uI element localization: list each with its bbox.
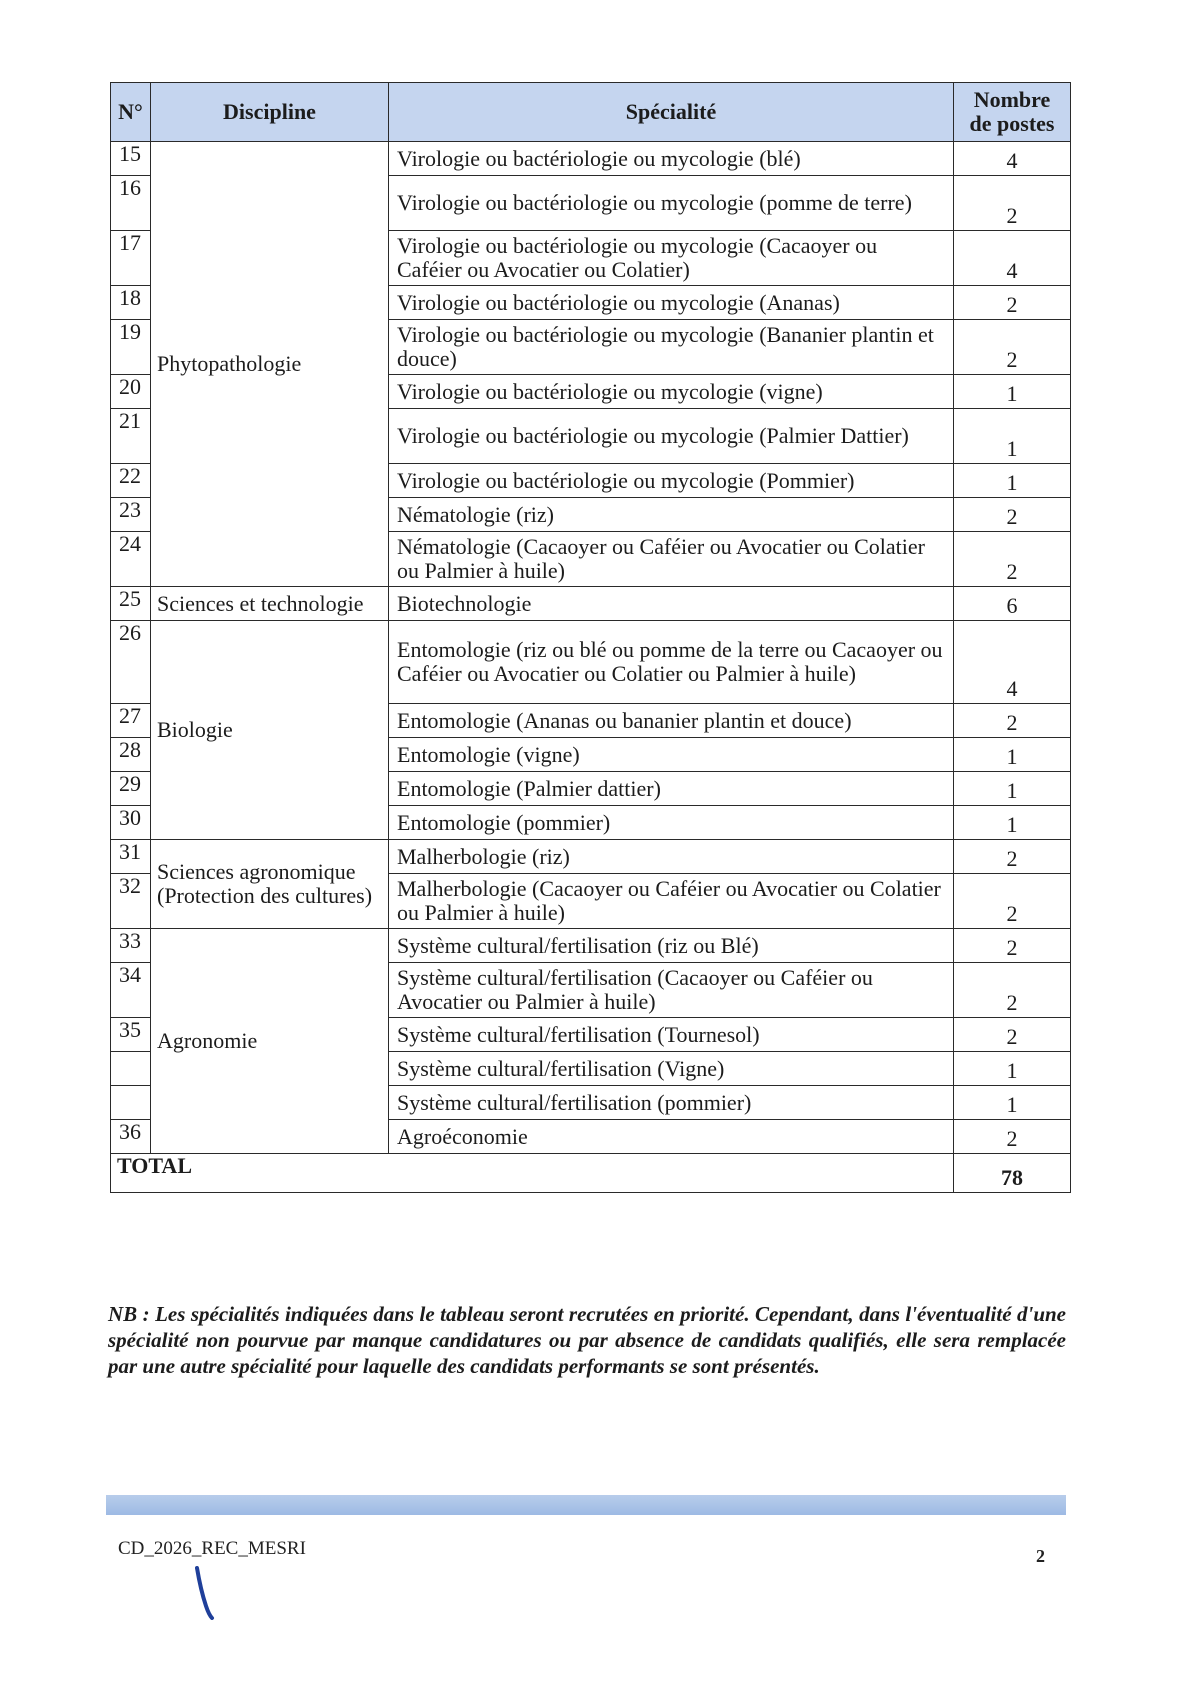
table-header-row (111, 83, 1071, 142)
postes-cell: 1 (954, 772, 1071, 806)
specialite-cell: Virologie ou bactériologie ou mycologie (Bananier plantin et douce) (389, 320, 954, 375)
row-number: 16 (111, 176, 151, 231)
specialite-cell: Entomologie (riz ou blé ou pomme de la terre ou Cacaoyer ou Caféier ou Avocatier ou Colatier ou Palmier à huile) (389, 621, 954, 704)
row-number: 31 (111, 840, 151, 874)
row-number: 20 (111, 375, 151, 409)
specialite-cell: Virologie ou bactériologie ou mycologie (blé) (389, 142, 954, 176)
postes-cell: 2 (954, 874, 1071, 929)
specialite-cell: Malherbologie (Cacaoyer ou Caféier ou Avocatier ou Colatier ou Palmier à huile) (389, 874, 954, 929)
row-number: 27 (111, 704, 151, 738)
table-row (111, 142, 1071, 176)
note-paragraph: NB : Les spécialités indiquées dans le tableau seront recrutées en priorité. Cependant, dans l'éventualité d'une spécialité non pourvue par manque candidatures ou par absence de candidats qualifiés, elle sera remplacée par une autre spécialité pour laquelle des candidats performants se sont présentés. (108, 1302, 1066, 1378)
row-number: 34 (111, 963, 151, 1018)
specialite-cell: Malherbologie (riz) (389, 840, 954, 874)
postes-cell: 6 (954, 587, 1071, 621)
postes-cell: 2 (954, 498, 1071, 532)
postes-cell: 2 (954, 286, 1071, 320)
specialite-cell: Virologie ou bactériologie ou mycologie (Ananas) (389, 286, 954, 320)
row-number: 28 (111, 738, 151, 772)
specialite-cell: Entomologie (pommier) (389, 806, 954, 840)
specialite-cell: Entomologie (Palmier dattier) (389, 772, 954, 806)
row-number: 26 (111, 621, 151, 704)
specialite-cell: Virologie ou bactériologie ou mycologie (Palmier Dattier) (389, 409, 954, 464)
row-number: 17 (111, 231, 151, 286)
row-number: 22 (111, 464, 151, 498)
specialite-cell: Virologie ou bactériologie ou mycologie (Cacaoyer ou Caféier ou Avocatier ou Colatier) (389, 231, 954, 286)
postes-cell: 2 (954, 532, 1071, 587)
row-number: 15 (111, 142, 151, 176)
row-number: 33 (111, 929, 151, 963)
header-postes: Nombre de postes (954, 83, 1071, 142)
table-row (111, 587, 1071, 621)
handwritten-stroke-icon (194, 1566, 216, 1620)
specialite-cell: Entomologie (Ananas ou bananier plantin et douce) (389, 704, 954, 738)
row-number: 18 (111, 286, 151, 320)
specialite-cell: Biotechnologie (389, 587, 954, 621)
row-number (111, 1052, 151, 1086)
postes-cell: 1 (954, 806, 1071, 840)
total-label: TOTAL (111, 1154, 954, 1193)
postes-cell: 2 (954, 840, 1071, 874)
row-number: 35 (111, 1018, 151, 1052)
specialite-cell: Entomologie (vigne) (389, 738, 954, 772)
row-number: 19 (111, 320, 151, 375)
row-number: 23 (111, 498, 151, 532)
postes-cell: 1 (954, 375, 1071, 409)
specialite-cell: Virologie ou bactériologie ou mycologie (vigne) (389, 375, 954, 409)
postes-cell: 2 (954, 176, 1071, 231)
recruitment-table (110, 82, 1071, 1193)
specialite-cell: Agroéconomie (389, 1120, 954, 1154)
header-specialite: Spécialité (389, 83, 954, 142)
row-number: 21 (111, 409, 151, 464)
postes-cell: 2 (954, 1120, 1071, 1154)
postes-cell: 1 (954, 1052, 1071, 1086)
header-discipline: Discipline (151, 83, 389, 142)
table-body (111, 142, 1071, 1193)
table-row (111, 929, 1071, 963)
row-number (111, 1086, 151, 1120)
postes-cell: 2 (954, 1018, 1071, 1052)
row-number: 24 (111, 532, 151, 587)
discipline-cell: Sciences et technologie (151, 587, 389, 621)
footer-reference: CD_2026_REC_MESRI (118, 1538, 306, 1559)
discipline-cell: Phytopathologie (151, 142, 389, 587)
postes-cell: 2 (954, 963, 1071, 1018)
table-row (111, 621, 1071, 704)
specialite-cell: Virologie ou bactériologie ou mycologie (Pommier) (389, 464, 954, 498)
specialite-cell: Système cultural/fertilisation (riz ou Blé) (389, 929, 954, 963)
specialite-cell: Virologie ou bactériologie ou mycologie (pomme de terre) (389, 176, 954, 231)
discipline-cell: Agronomie (151, 929, 389, 1154)
postes-cell: 1 (954, 1086, 1071, 1120)
postes-cell: 1 (954, 464, 1071, 498)
table-row (111, 840, 1071, 874)
specialite-cell: Nématologie (Cacaoyer ou Caféier ou Avocatier ou Colatier ou Palmier à huile) (389, 532, 954, 587)
discipline-cell: Biologie (151, 621, 389, 840)
row-number: 32 (111, 874, 151, 929)
specialite-cell: Système cultural/fertilisation (Cacaoyer ou Caféier ou Avocatier ou Palmier à huile) (389, 963, 954, 1018)
discipline-cell: Sciences agronomique (Protection des cultures) (151, 840, 389, 929)
postes-cell: 2 (954, 929, 1071, 963)
header-num: N° (111, 83, 151, 142)
postes-cell: 1 (954, 409, 1071, 464)
row-number: 36 (111, 1120, 151, 1154)
page-number: 2 (1036, 1546, 1045, 1566)
specialite-cell: Système cultural/fertilisation (Tournesol) (389, 1018, 954, 1052)
specialite-cell: Système cultural/fertilisation (Vigne) (389, 1052, 954, 1086)
postes-cell: 4 (954, 231, 1071, 286)
row-number: 30 (111, 806, 151, 840)
specialite-cell: Nématologie (riz) (389, 498, 954, 532)
row-number: 29 (111, 772, 151, 806)
postes-cell: 4 (954, 142, 1071, 176)
postes-cell: 2 (954, 320, 1071, 375)
total-value: 78 (954, 1154, 1071, 1193)
postes-cell: 4 (954, 621, 1071, 704)
postes-cell: 2 (954, 704, 1071, 738)
postes-cell: 1 (954, 738, 1071, 772)
specialite-cell: Système cultural/fertilisation (pommier) (389, 1086, 954, 1120)
row-number: 25 (111, 587, 151, 621)
footer-band (106, 1495, 1066, 1515)
total-row (111, 1154, 1071, 1193)
